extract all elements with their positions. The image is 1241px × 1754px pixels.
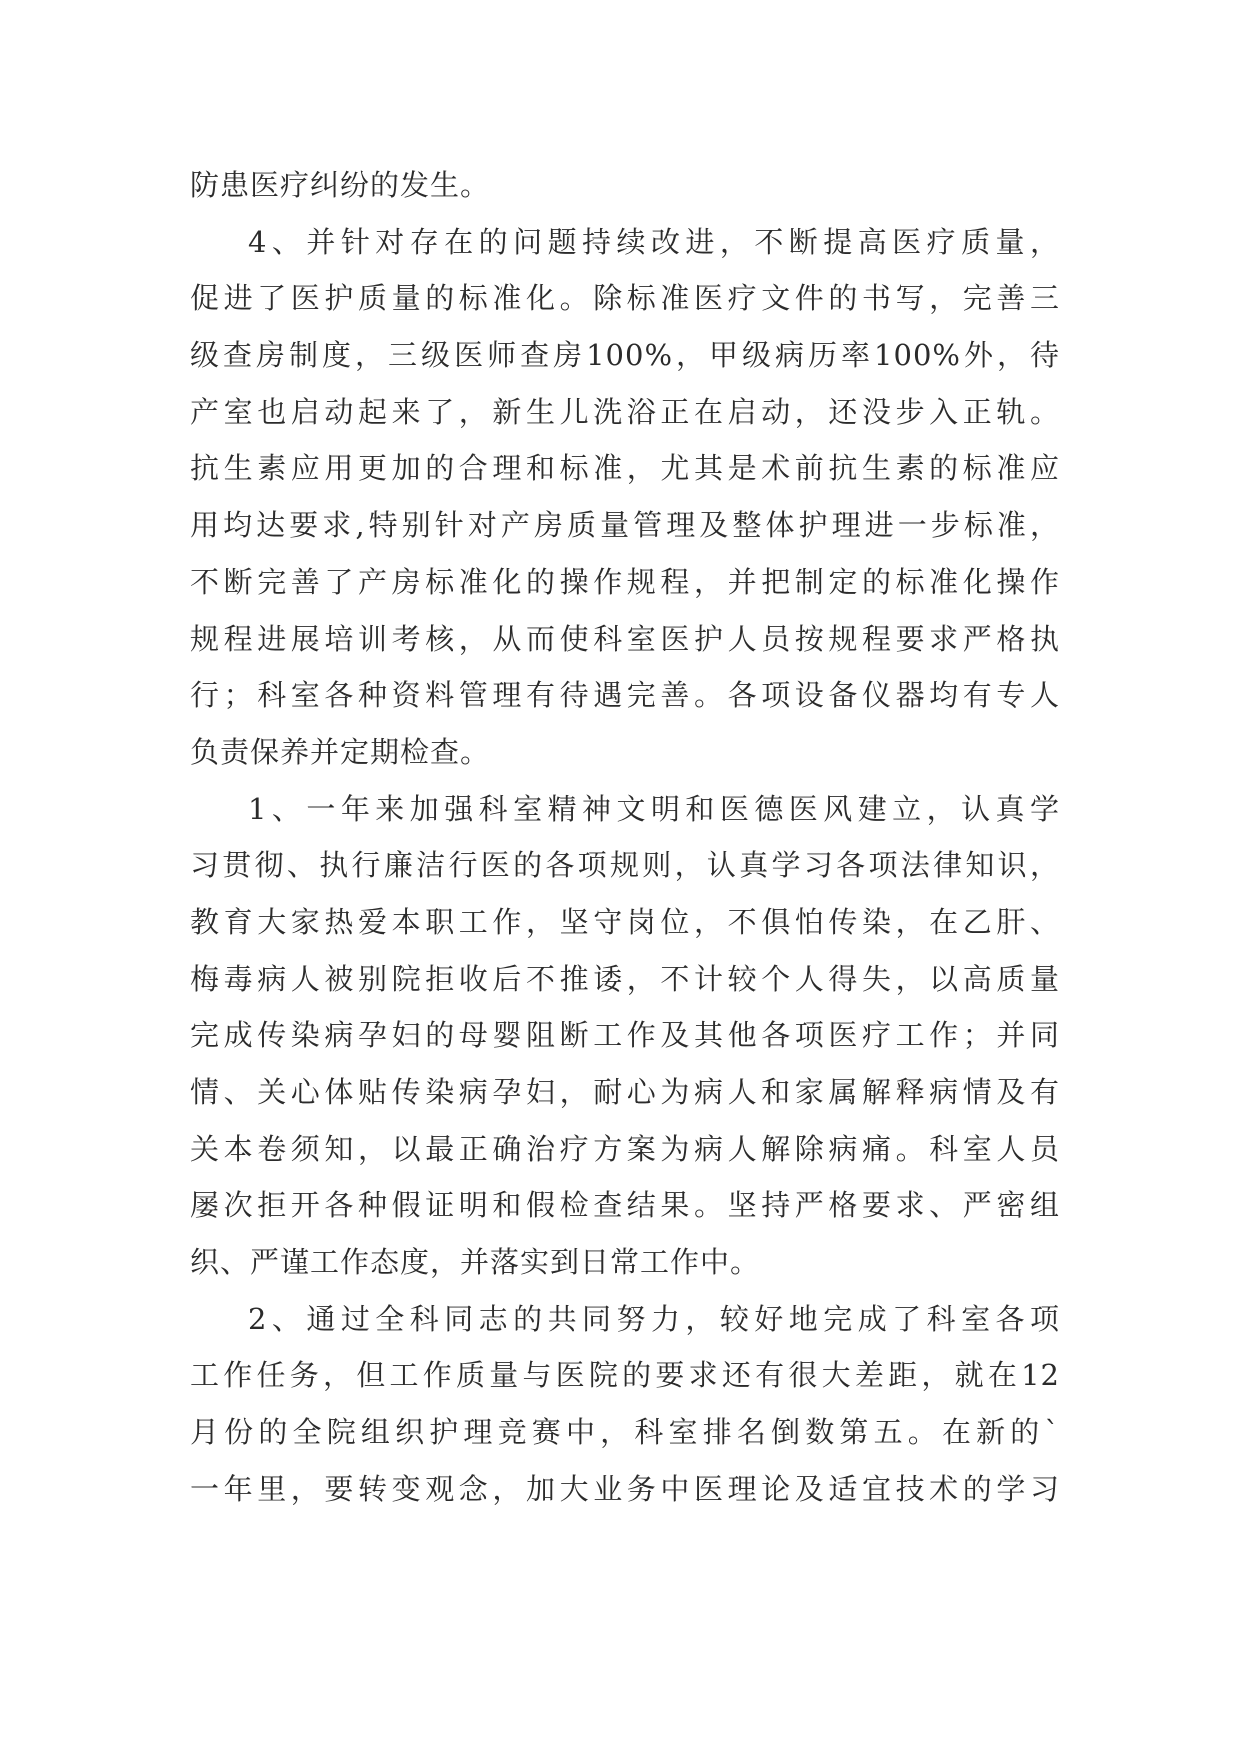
text-line: 级查房制度，三级医师查房100%，甲级病历率100%外，待: [190, 338, 1060, 373]
text-line: 屡次拒开各种假证明和假检查结果。坚持严格要求、严密组: [190, 1188, 1060, 1223]
text-line: 4、并针对存在的问题持续改进，不断提高医疗质量，: [248, 224, 1060, 259]
text-line: 防患医疗纠纷的发生。: [190, 168, 491, 202]
text-line: 促进了医护质量的标准化。除标准医疗文件的书写，完善三: [190, 281, 1060, 316]
text-line: 用均达要求,特别针对产房质量管理及整体护理进一步标准，: [190, 508, 1060, 543]
text-line: 一年里，要转变观念，加大业务中医理论及适宜技术的学习: [190, 1471, 1060, 1506]
text-line: 完成传染病孕妇的母婴阻断工作及其他各项医疗工作；并同: [190, 1018, 1060, 1053]
text-line: 织、严谨工作态度，并落实到日常工作中。: [190, 1245, 761, 1280]
text-line: 梅毒病人被别院拒收后不推诿，不计较个人得失，以高质量: [190, 961, 1060, 996]
text-line: 月份的全院组织护理竞赛中，科室排名倒数第五。在新的`: [190, 1415, 1060, 1450]
text-line: 规程进展培训考核，从而使科室医护人员按规程要求严格执: [190, 621, 1060, 656]
text-line: 情、关心体贴传染病孕妇，耐心为病人和家属解释病情及有: [190, 1075, 1060, 1109]
text-line: 习贯彻、执行廉洁行医的各项规则，认真学习各项法律知识，: [190, 848, 1060, 883]
text-line: 1、一年来加强科室精神文明和医德医风建立，认真学: [248, 791, 1060, 826]
text-line: 产室也启动起来了，新生儿洗浴正在启动，还没步入正轨。: [190, 394, 1060, 429]
text-line: 2、通过全科同志的共同努力，较好地完成了科室各项: [248, 1301, 1060, 1336]
text-line: 负责保养并定期检查。: [190, 734, 491, 769]
text-line: 不断完善了产房标准化的操作规程，并把制定的标准化操作: [190, 564, 1060, 599]
text-line: 行；科室各种资料管理有待遇完善。各项设备仪器均有专人: [190, 678, 1060, 713]
text-line: 工作任务，但工作质量与医院的要求还有很大差距，就在12: [190, 1358, 1060, 1393]
text-line: 抗生素应用更加的合理和标准，尤其是术前抗生素的标准应: [190, 451, 1060, 486]
document-body: [190, 157, 1060, 1518]
text-line: 教育大家热爱本职工作，坚守岗位，不俱怕传染，在乙肝、: [190, 904, 1060, 939]
text-line: 关本卷须知，以最正确治疗方案为病人解除病痛。科室人员: [190, 1131, 1060, 1166]
